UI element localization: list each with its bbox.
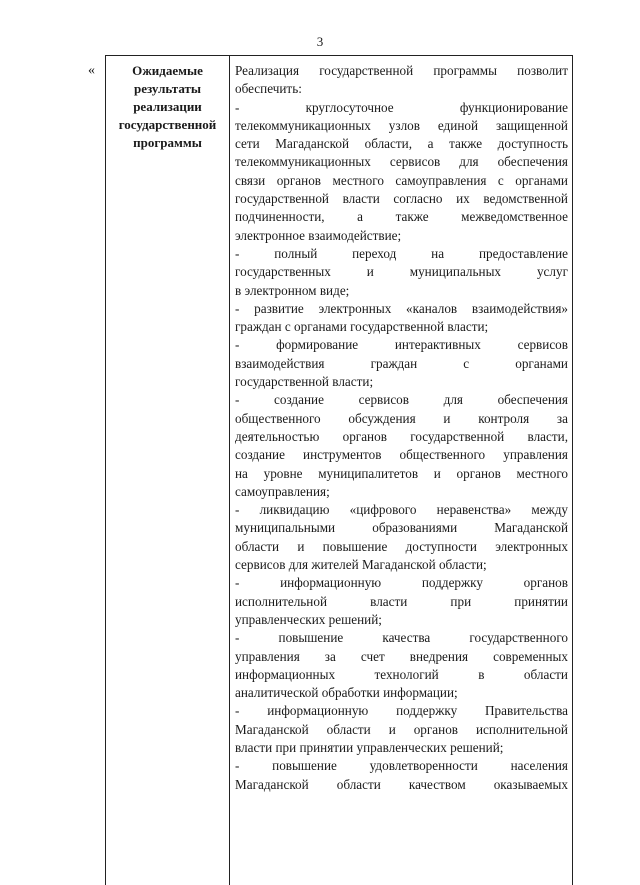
column-divider [229,56,230,885]
text-line: граждан с органами государственной власти; [235,319,489,335]
text-line: - повышение качества государственного [235,630,568,646]
text-line: в электронном виде; [235,282,350,298]
text-line: управленческих решений; [235,611,382,627]
text-line: - создание сервисов для обеспечения [235,392,568,408]
text-line: общественного обсуждения и контроля за [235,410,568,426]
text-line: государственной власти; [235,374,374,390]
text-line: взаимодействия граждан с органами [235,355,568,371]
text-line: - полный переход на предоставление [235,245,568,261]
text-line: электронное взаимодействие; [235,227,402,243]
text-line: - круглосуточное функционирование [235,99,568,115]
opening-quote-mark: « [88,63,95,78]
page-number: 3 [316,34,324,49]
text-line: деятельностью органов государственной власти, [235,428,568,444]
text-line: муниципальными образованиями Магаданской [235,520,568,536]
text-line: самоуправления; [235,483,330,499]
heading-line: программы [133,135,202,150]
heading-line: результаты [133,81,202,96]
text-line: связи органов местного самоуправления с органами [235,172,568,188]
text-line: аналитической обработки информации; [235,685,458,701]
text-line: власти при принятии управленческих решений; [235,739,504,755]
text-line: подчиненности, а также межведомственное [235,209,568,225]
text-line: - повышение удовлетворенности населения [235,758,568,774]
text-line: управления за счет внедрения современных [235,648,568,664]
text-line: - развитие электронных «каналов взаимодействия» [235,300,568,316]
program-passport-table [105,55,573,885]
text-line: государственных и муниципальных услуг [235,264,568,280]
text-line: - формирование интерактивных сервисов [235,337,568,353]
text-line: телекоммуникационных сервисов для обеспечения [235,154,568,170]
text-line: - ликвидацию «цифрового неравенства» между [235,502,568,518]
row-heading-expected-results [106,62,229,152]
text-line: сети Магаданской области, а также доступность [235,136,568,152]
text-line: - информационную поддержку Правительства [235,703,568,719]
text-line: телекоммуникационных узлов единой защищенной [235,117,568,133]
text-line: - информационную поддержку органов [235,575,568,591]
expected-results-text [235,62,568,794]
heading-line: реализации [133,99,202,114]
text-line: области и повышение доступности электронных [235,538,568,554]
text-line: государственной власти согласно их ведомственной [235,191,568,207]
text-line: создание инструментов общественного управления [235,447,568,463]
text-line: исполнительной власти при принятии [235,593,568,609]
text-line: Реализация государственной программы позволит [235,63,568,78]
heading-line: государственной [118,117,217,132]
text-line: на уровне муниципалитетов и органов местного [235,465,568,481]
heading-line: Ожидаемые [132,63,203,78]
text-line: сервисов для жителей Магаданской области; [235,557,487,573]
text-line: Магаданской области и органов исполнительной [235,721,568,737]
text-line: Магаданской области качеством оказываемых [235,776,568,792]
text-line: обеспечить: [235,81,302,97]
text-line: информационных технологий в области [235,666,568,682]
